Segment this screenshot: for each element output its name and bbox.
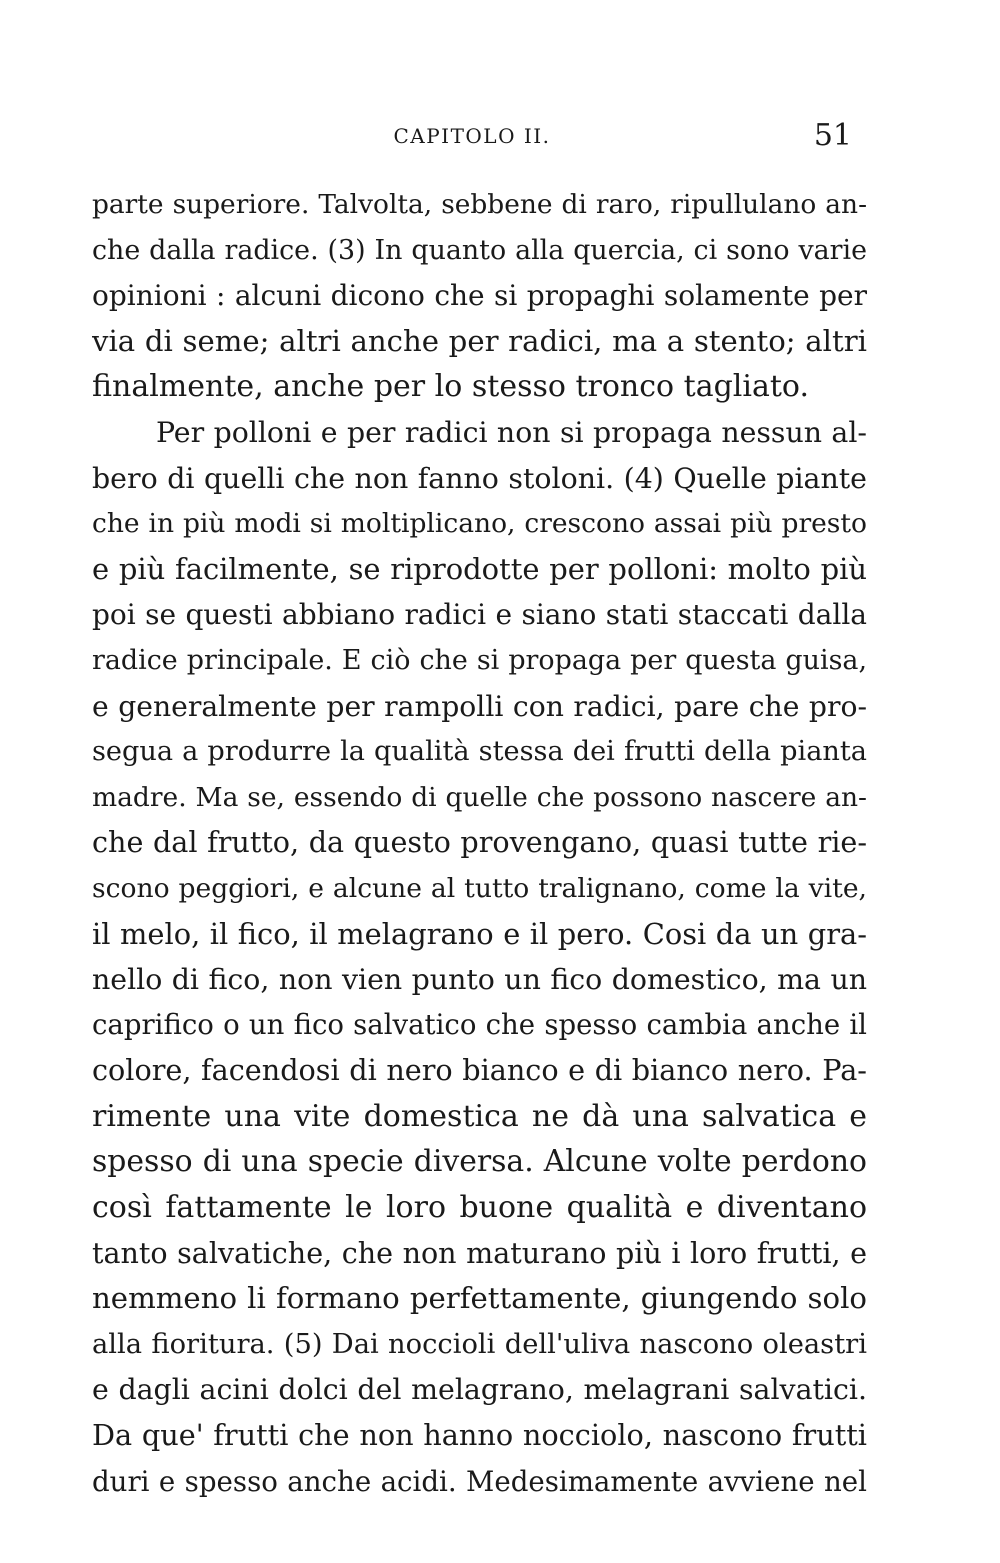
text-line: segua a produrre la qualità stessa dei frutti della pianta <box>92 736 867 768</box>
text-line: e dagli acini dolci del melagrano, melagrani salvatici. <box>92 1373 867 1407</box>
text-line: radice principale. E ciò che si propaga per questa guisa, <box>92 644 867 676</box>
text-line: bero di quelli che non fanno stoloni. (4) Quelle piante <box>92 461 867 495</box>
text-line: che dalla radice. (3) In quanto alla quercia, ci sono varie <box>92 234 867 266</box>
text-line: poi se questi abbiano radici e siano stati staccati dalla <box>92 598 867 632</box>
text-line: finalmente, anche per lo stesso tronco tagliato. <box>92 369 809 405</box>
text-line: Per polloni e per radici non si propaga nessun al- <box>156 415 867 449</box>
text-line: alla fioritura. (5) Dai noccioli dell'uliva nascono oleastri <box>92 1328 867 1360</box>
text-line: il melo, il fico, il melagrano e il pero. Cosi da un gra- <box>92 916 867 951</box>
text-line: duri e spesso anche acidi. Medesimamente avviene nel <box>92 1464 867 1498</box>
text-line: colore, facendosi di nero bianco e di bianco nero. Pa- <box>92 1053 867 1088</box>
text-line: così fattamente le loro buone qualità e diventano <box>92 1190 867 1226</box>
text-line: madre. Ma se, essendo di quelle che possono nascere an- <box>92 781 867 813</box>
body-text <box>92 182 867 1504</box>
text-line: che dal frutto, da questo provengano, quasi tutte rie- <box>92 825 867 860</box>
text-line: e generalmente per rampolli con radici, pare che pro- <box>92 689 867 723</box>
running-title: CAPITOLO II. <box>393 124 551 148</box>
text-line: e più facilmente, se riprodotte per polloni: molto più <box>92 551 867 586</box>
text-line: rimente una vite domestica ne dà una salvatica e <box>92 1098 867 1134</box>
page-number: 51 <box>813 118 852 153</box>
text-line: nemmeno li formano perfettamente, giungendo solo <box>92 1281 867 1316</box>
text-line: tanto salvatiche, che non maturano più i loro frutti, e <box>92 1235 867 1270</box>
text-line: spesso di una specie diversa. Alcune volte perdono <box>92 1144 867 1180</box>
text-line: opinioni : alcuni dicono che si propaghi solamente per <box>92 279 867 313</box>
running-head <box>92 118 852 158</box>
text-line: parte superiore. Talvolta, sebbene di raro, ripullulano an- <box>92 189 867 220</box>
text-line: via di seme; altri anche per radici, ma a stento; altri <box>92 323 867 358</box>
text-line: che in più modi si moltiplicano, crescono assai più presto <box>92 508 867 540</box>
text-line: scono peggiori, e alcune al tutto tralignano, come la vite, <box>92 872 867 904</box>
text-line: nello di fico, non vien punto un fico domestico, ma un <box>92 963 867 997</box>
text-line: Da que' frutti che non hanno nocciolo, nascono frutti <box>92 1418 867 1453</box>
text-line: caprifico o un fico salvatico che spesso cambia anche il <box>92 1008 867 1041</box>
